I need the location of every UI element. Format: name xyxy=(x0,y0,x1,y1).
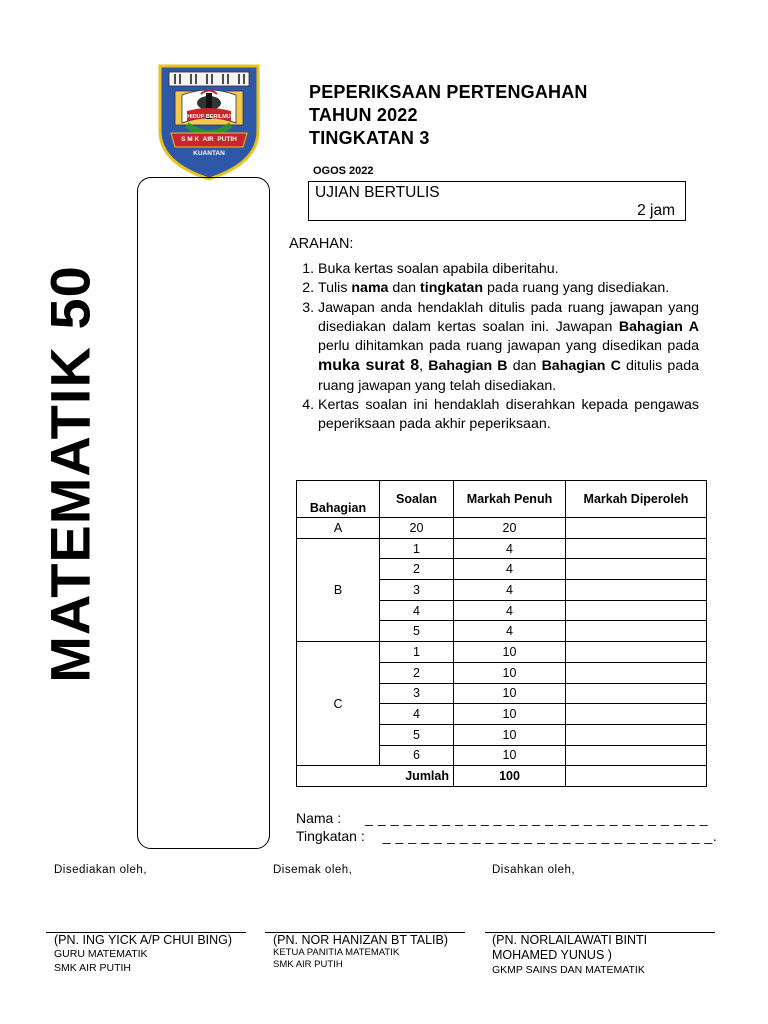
exam-title: PEPERIKSAAN PERTENGAHAN xyxy=(309,82,588,102)
exam-form: TINGKATAN 3 xyxy=(309,128,430,148)
question-cell: 4 xyxy=(380,704,454,725)
question-cell: 3 xyxy=(380,580,454,601)
paper-duration: 2 jam xyxy=(637,202,675,219)
instruction-2: 2. Tulis nama dan tingkatan pada ruang yang disediakan. xyxy=(318,279,699,298)
marks-cell: 10 xyxy=(454,724,566,745)
score-cell[interactable] xyxy=(566,580,707,601)
table-row xyxy=(297,518,707,539)
score-cell[interactable] xyxy=(566,559,707,580)
signatory-school: SMK AIR PUTIH xyxy=(54,962,132,974)
school-crest xyxy=(157,63,261,181)
table-row xyxy=(297,538,707,559)
paper-box xyxy=(308,181,686,221)
instructions-heading: ARAHAN: xyxy=(289,236,354,252)
marks-cell: 10 xyxy=(454,745,566,766)
name-label: Nama : xyxy=(296,810,342,826)
question-cell: 6 xyxy=(380,745,454,766)
signatory-name: (PN. NOR HANIZAN BT TALIB) xyxy=(273,933,449,947)
approved-by-label: Disahkan oleh, xyxy=(492,864,576,876)
table-row xyxy=(297,642,707,663)
name-field[interactable] xyxy=(296,810,708,826)
header-bahagian: Bahagian xyxy=(297,481,380,518)
name-line[interactable]: _ _ _ _ _ _ _ _ _ _ _ _ _ _ _ _ _ _ _ _ _ _ _ _ _ _ _ xyxy=(365,810,709,826)
marks-cell: 20 xyxy=(454,518,566,539)
marks-table xyxy=(296,480,707,787)
marks-cell: 10 xyxy=(454,683,566,704)
total-score-cell[interactable] xyxy=(566,766,707,787)
score-cell[interactable] xyxy=(566,662,707,683)
exam-date: OGOS 2022 xyxy=(313,165,374,177)
signatory-3 xyxy=(492,933,672,977)
signatory-name: (PN. ING YICK A/P CHUI BING) xyxy=(54,933,233,947)
class-line[interactable]: _ _ _ _ _ _ _ _ _ _ _ _ _ _ _ _ _ _ _ _ _ _ _ _ _ _. xyxy=(382,828,718,844)
question-cell: 2 xyxy=(380,662,454,683)
score-cell[interactable] xyxy=(566,600,707,621)
score-cell[interactable] xyxy=(566,683,707,704)
marks-cell: 4 xyxy=(454,600,566,621)
question-cell: 1 xyxy=(380,538,454,559)
crest-school-name: S M K AIR PUTIH xyxy=(181,136,237,143)
score-cell[interactable] xyxy=(566,704,707,725)
signatory-1 xyxy=(54,933,254,975)
question-cell: 4 xyxy=(380,600,454,621)
checked-by-label: Disemak oleh, xyxy=(273,864,353,876)
question-cell: 2 xyxy=(380,559,454,580)
signatory-name: (PN. NORLAILAWATI BINTI MOHAMED YUNUS ) xyxy=(492,933,648,962)
question-cell: 20 xyxy=(380,518,454,539)
header-soalan: Soalan xyxy=(380,481,454,518)
question-cell: 5 xyxy=(380,724,454,745)
instruction-4: 4. Kertas soalan ini hendaklah diserahkan kepada pengawas peperiksaan pada akhir peperiksaan. xyxy=(318,396,699,435)
instruction-1: 1. Buka kertas soalan apabila diberitahu. xyxy=(318,260,699,279)
marks-cell: 10 xyxy=(454,704,566,725)
score-cell[interactable] xyxy=(566,538,707,559)
prepared-by-label: Disediakan oleh, xyxy=(54,864,148,876)
instruction-3: 3. Jawapan anda hendaklah ditulis pada ruang jawapan yang disediakan dalam kertas soalan ini. Jawapan Bahagian A perlu dihitamkan pada ruang jawapan yang disedikan pada muka surat 8, Bahagian B dan Bahagian C ditulis pada ruang jawapan yang telah disediakan. xyxy=(318,299,699,396)
marks-cell: 10 xyxy=(454,662,566,683)
class-label: Tingkatan : xyxy=(296,828,365,844)
total-spacer xyxy=(297,766,380,787)
instructions-list xyxy=(293,260,699,435)
section-b-label: B xyxy=(297,538,380,641)
score-cell[interactable] xyxy=(566,621,707,642)
score-cell[interactable] xyxy=(566,518,707,539)
question-cell: 1 xyxy=(380,642,454,663)
score-cell[interactable] xyxy=(566,642,707,663)
signatory-2 xyxy=(273,933,473,971)
table-header-row xyxy=(297,481,707,518)
class-field[interactable] xyxy=(296,828,717,844)
exam-year: TAHUN 2022 xyxy=(309,105,418,125)
total-label: Jumlah xyxy=(380,766,454,787)
header-markah-penuh: Markah Penuh xyxy=(454,481,566,518)
marks-cell: 10 xyxy=(454,642,566,663)
crest-emblem xyxy=(157,63,261,181)
score-cell[interactable] xyxy=(566,745,707,766)
total-row xyxy=(297,766,707,787)
paper-name: UJIAN BERTULIS xyxy=(315,184,440,201)
marks-cell: 4 xyxy=(454,538,566,559)
crest-school-city: KUANTAN xyxy=(193,150,225,157)
header-markah-diperoleh: Markah Diperoleh xyxy=(566,481,707,518)
signatory-school: SMK AIR PUTIH xyxy=(273,959,343,970)
marks-cell: 4 xyxy=(454,580,566,601)
question-cell: 5 xyxy=(380,621,454,642)
marks-cell: 4 xyxy=(454,621,566,642)
signatory-role: GKMP SAINS DAN MATEMATIK xyxy=(492,964,645,976)
total-value: 100 xyxy=(454,766,566,787)
score-cell[interactable] xyxy=(566,724,707,745)
subject-title: MATEMATIK 50 xyxy=(38,265,102,683)
signatory-role: GURU MATEMATIK xyxy=(54,948,148,960)
marks-cell: 4 xyxy=(454,559,566,580)
signatory-role: KETUA PANITIA MATEMATIK xyxy=(273,947,400,958)
subject-panel xyxy=(137,177,270,849)
section-a-label: A xyxy=(297,518,380,539)
crest-motto: HIDUP BERILMU xyxy=(187,114,231,120)
section-c-label: C xyxy=(297,642,380,766)
question-cell: 3 xyxy=(380,683,454,704)
